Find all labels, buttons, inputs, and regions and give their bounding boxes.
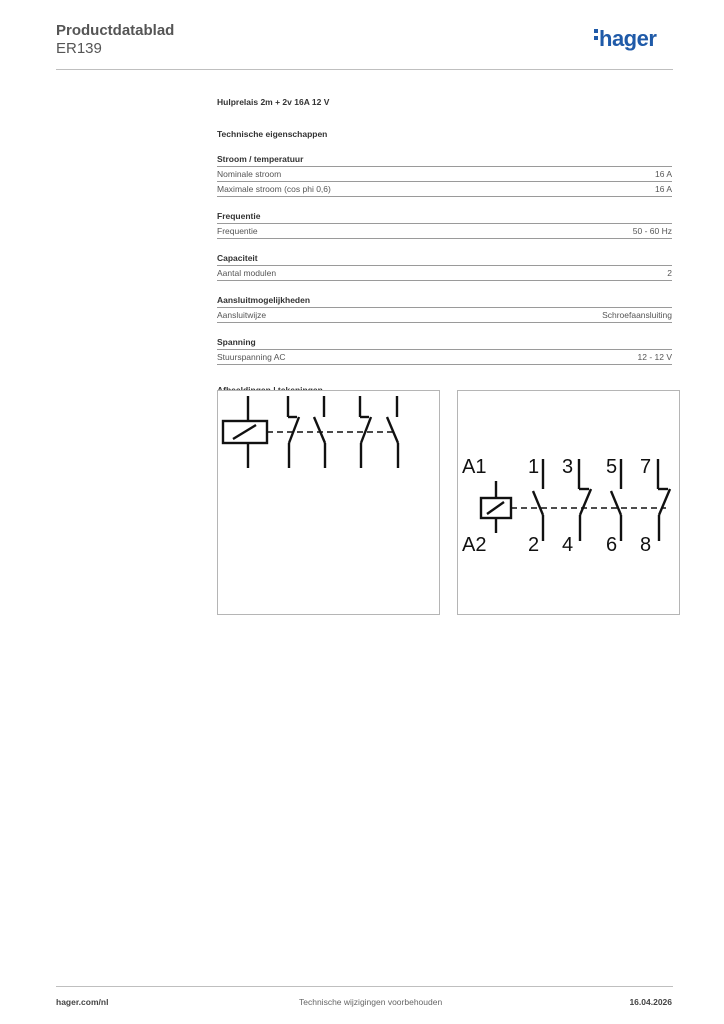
terminal-label-7: 7 [640, 456, 652, 478]
footer-disclaimer: Technische wijzigingen voorbehouden [299, 997, 443, 1007]
logo-text: hager [599, 26, 657, 51]
spec-label: Aansluitwijze [217, 310, 267, 320]
terminal-label-3: 3 [562, 456, 574, 478]
spec-row [217, 350, 672, 365]
spec-row [217, 182, 672, 197]
spec-value: Schroefaansluiting [602, 310, 672, 320]
spec-value: 16 A [654, 184, 672, 194]
terminal-label-a2: A2 [462, 534, 487, 556]
terminal-label-4: 4 [562, 534, 574, 556]
spec-group-title: Frequentie [217, 211, 672, 224]
terminal-label-a1: A1 [462, 456, 487, 478]
terminal-label-6: 6 [606, 534, 618, 556]
product-name: Hulprelais 2m + 2v 16A 12 V [217, 97, 330, 107]
spec-group-title: Aansluitmogelijkheden [217, 295, 672, 308]
hager-logo [594, 26, 656, 52]
spec-value: 2 [667, 268, 672, 278]
spec-row [217, 266, 672, 281]
relay-symbol-svg [218, 391, 439, 614]
spec-row [217, 308, 672, 323]
spec-label: Nominale stroom [217, 169, 282, 179]
footer-website: hager.com/nl [56, 997, 109, 1007]
spec-row [217, 167, 672, 182]
terminal-label-8: 8 [640, 534, 652, 556]
spec-value: 50 - 60 Hz [632, 226, 672, 236]
relay-symbol-drawing [217, 390, 440, 615]
spec-label: Aantal modulen [217, 268, 277, 278]
terminal-label-5: 5 [606, 456, 618, 478]
product-code: ER139 [56, 40, 102, 57]
spec-value: 16 A [654, 169, 672, 179]
spec-group-title: Stroom / temperatuur [217, 154, 672, 167]
spec-label: Stuurspanning AC [217, 352, 286, 362]
specs-heading: Technische eigenschappen [217, 129, 328, 139]
wiring-diagram-drawing [457, 390, 680, 615]
spec-value: 12 - 12 V [637, 352, 672, 362]
spec-label: Frequentie [217, 226, 258, 236]
footer-divider [56, 986, 673, 987]
spec-group-title: Capaciteit [217, 253, 672, 266]
terminal-label-2: 2 [528, 534, 540, 556]
terminal-label-1: 1 [528, 456, 540, 478]
header-divider [56, 69, 673, 70]
spec-group-title: Spanning [217, 337, 672, 350]
document-title: Productdatablad [56, 22, 175, 39]
main-content [217, 97, 672, 395]
spec-row [217, 224, 672, 239]
spec-label: Maximale stroom (cos phi 0,6) [217, 184, 331, 194]
footer-date: 16.04.2026 [629, 997, 672, 1007]
wiring-diagram-svg [458, 391, 679, 614]
